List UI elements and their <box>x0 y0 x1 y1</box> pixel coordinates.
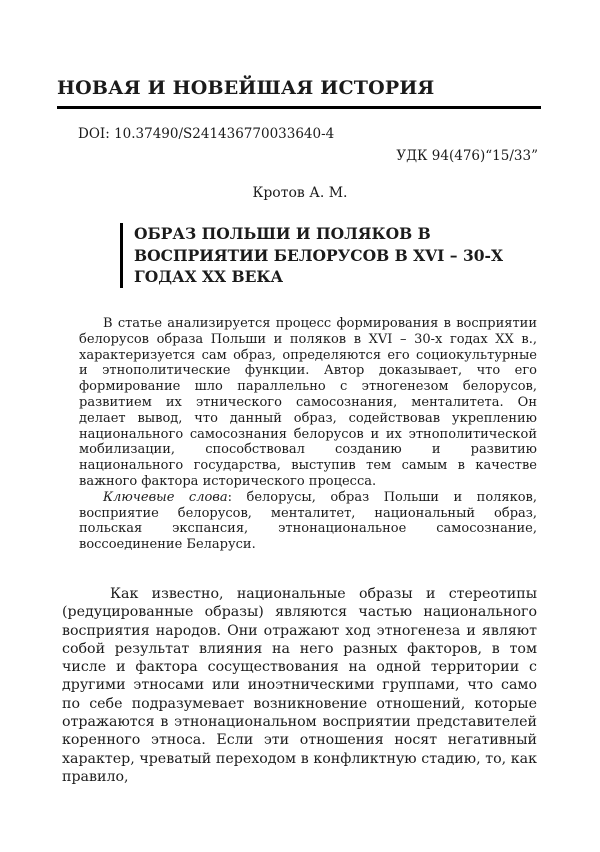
header-rule <box>57 106 541 109</box>
keywords-paragraph <box>79 490 537 553</box>
abstract-block <box>79 316 537 553</box>
journal-header: НОВАЯ И НОВЕЙШАЯ ИСТОРИЯ <box>57 77 435 99</box>
keywords-label: Ключевые слова <box>103 489 228 505</box>
keywords-text: : белорусы, образ Польши и поляков, восприятие белорусов, менталитет, национальный образ, польская экспансия, этнонациональное самосознание, воссоединение Беларуси. <box>79 489 538 553</box>
doi-line: DOI: 10.37490/S241436770033640-4 <box>78 126 335 142</box>
udk-line: УДК 94(476)“15/33” <box>396 148 538 164</box>
article-title-line-3: ГОДАХ XX ВЕКА <box>134 267 284 286</box>
body-paragraph: Как известно, национальные образы и стереотипы (редуцированные образы) являются частью национального восприятия народов. Они отражают ход этногенеза и являют собой результат влияния на него разных факторов, в том числе и фактора сосуществования на одной территории с другими этносами или иноэтническими группами, что само по себе подразумевает возникновение отношений, которые отражаются в этнонациональном восприятии представителей коренного этноса. Если эти отношения носят негативный характер, чреватый переходом в конфликтную стадию, то, как правило, <box>62 586 537 785</box>
article-title-line-2: ВОСПРИЯТИИ БЕЛОРУСОВ В XVI – 30-Х <box>134 245 503 265</box>
author-name: Кротов А. М. <box>252 185 348 201</box>
abstract-text: В статье анализируется процесс формирования в восприятии белорусов образа Польши и поляков в XVI – 30-х годах XX в., характеризуется сам образ, определяются его социокультурные и этнополитические функции. Автор доказывает, что его формирование шло параллельно с этногенезом белорусов, развитием их этнического самосознания, менталитета. Он делает вывод, что данный образ, содействовав укреплению национального самосознания белорусов и их этнополитической мобилизации, способствовал созданию и развитию национального государства, выступив тем самым в качестве важного фактора исторического процесса. <box>79 316 537 489</box>
article-title <box>120 223 503 288</box>
article-title-line-1: ОБРАЗ ПОЛЬШИ И ПОЛЯКОВ В <box>134 224 431 243</box>
